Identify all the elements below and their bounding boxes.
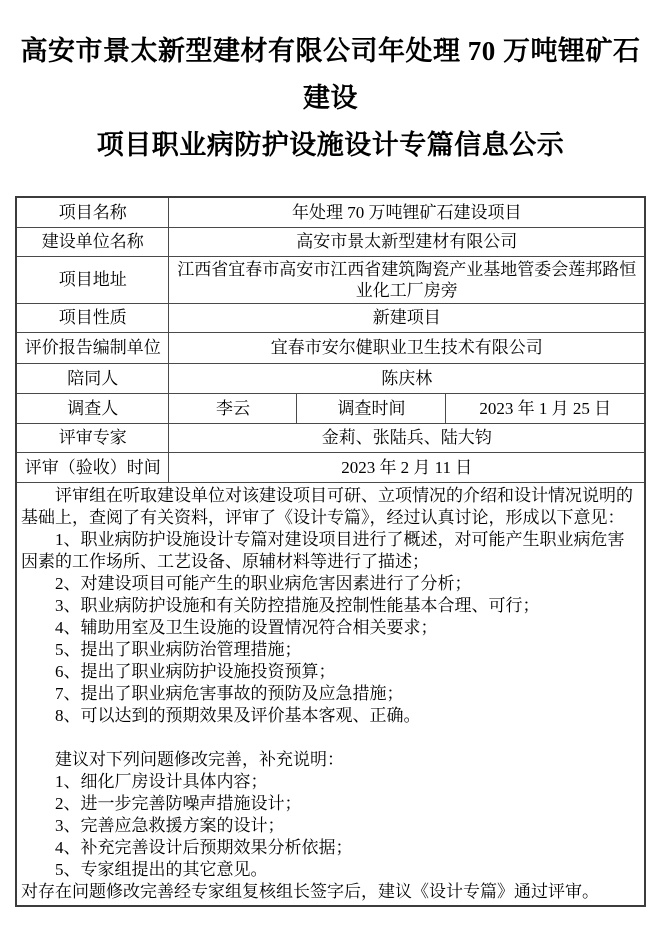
value-project-name: 年处理 70 万吨锂矿石建设项目 — [169, 197, 645, 227]
opinion-item-4: 4、辅助用室及卫生设施的设置情况符合相关要求； — [54, 617, 438, 637]
label-investigation-time: 调查时间 — [297, 393, 446, 423]
label-project-name: 项目名称 — [16, 197, 169, 227]
row-project-nature — [16, 303, 645, 332]
row-project-name — [16, 197, 645, 227]
document-title-line1: 高安市景太新型建材有限公司年处理 70 万吨锂矿石建设 — [20, 36, 641, 113]
label-accompanying-person: 陪同人 — [16, 363, 169, 393]
suggestion-item-2: 2、进一步完善防噪声措施设计； — [54, 793, 302, 813]
value-investigation-time: 2023 年 1 月 25 日 — [446, 393, 645, 423]
document-title-line2: 项目职业病防护设施设计专篇信息公示 — [96, 130, 565, 160]
value-project-address: 江西省宜春市高安市江西省建筑陶瓷产业基地管委会莲邦路恒业化工厂房旁 — [169, 256, 645, 303]
label-construction-unit: 建设单位名称 — [16, 227, 169, 256]
opinion-item-7: 7、提出了职业病危害事故的预防及应急措施； — [54, 683, 404, 703]
label-project-address: 项目地址 — [16, 256, 169, 303]
row-review-opinion — [16, 482, 645, 906]
label-review-time: 评审（验收）时间 — [16, 452, 169, 482]
label-project-nature: 项目性质 — [16, 303, 169, 332]
opinion-item-2: 2、对建设项目可能产生的职业病危害因素进行了分析； — [54, 573, 472, 593]
row-project-address — [16, 256, 645, 303]
label-report-compiler: 评价报告编制单位 — [16, 332, 169, 363]
review-opinion-cell — [16, 482, 645, 906]
suggestion-item-3: 3、完善应急救援方案的设计； — [54, 815, 285, 835]
row-investigator — [16, 393, 645, 423]
label-review-experts: 评审专家 — [16, 423, 169, 452]
row-accompanying-person — [16, 363, 645, 393]
opinion-item-1: 1、职业病防护设施设计专篇对建设项目进行了概述，对可能产生职业病危害因素的工作场所、工艺设备、原辅材料等进行了描述； — [20, 529, 625, 571]
row-report-compiler — [16, 332, 645, 363]
value-report-compiler: 宜春市安尔健职业卫生技术有限公司 — [169, 332, 645, 363]
value-investigator: 李云 — [169, 393, 297, 423]
value-project-nature: 新建项目 — [169, 303, 645, 332]
opinion-item-8: 8、可以达到的预期效果及评价基本客观、正确。 — [54, 705, 421, 725]
row-construction-unit — [16, 227, 645, 256]
value-accompanying-person: 陈庆林 — [169, 363, 645, 393]
suggestion-item-1: 1、细化厂房设计具体内容； — [54, 771, 268, 791]
suggestion-item-5: 5、专家组提出的其它意见。 — [54, 859, 268, 879]
opinion-blank-line — [21, 727, 640, 749]
opinion-item-3: 3、职业病防护设施和有关防控措施及控制性能基本合理、可行； — [54, 595, 540, 615]
value-review-experts: 金莉、张陆兵、陆大钧 — [169, 423, 645, 452]
info-table — [15, 196, 646, 907]
value-review-time: 2023 年 2 月 11 日 — [169, 452, 645, 482]
opinion-intro-paragraph: 评审组在听取建设单位对该建设项目可研、立项情况的介绍和设计情况说明的基础上，查阅了有关资料，评审了《设计专篇》，经过认真讨论，形成以下意见： — [20, 485, 633, 527]
document-title — [8, 28, 653, 169]
suggestion-item-4: 4、补充完善设计后预期效果分析依据； — [54, 837, 353, 857]
opinion-item-6: 6、提出了职业病防护设施投资预算； — [54, 661, 336, 681]
opinion-item-5: 5、提出了职业病防治管理措施； — [54, 639, 302, 659]
label-investigator: 调查人 — [16, 393, 169, 423]
row-review-experts — [16, 423, 645, 452]
opinion-closing-line: 对存在问题修改完善经专家组复核组长签字后，建议《设计专篇》通过评审。 — [20, 881, 599, 901]
row-review-time — [16, 452, 645, 482]
suggestion-intro-paragraph: 建议对下列问题修改完善，补充说明： — [54, 749, 344, 769]
value-construction-unit: 高安市景太新型建材有限公司 — [169, 227, 645, 256]
